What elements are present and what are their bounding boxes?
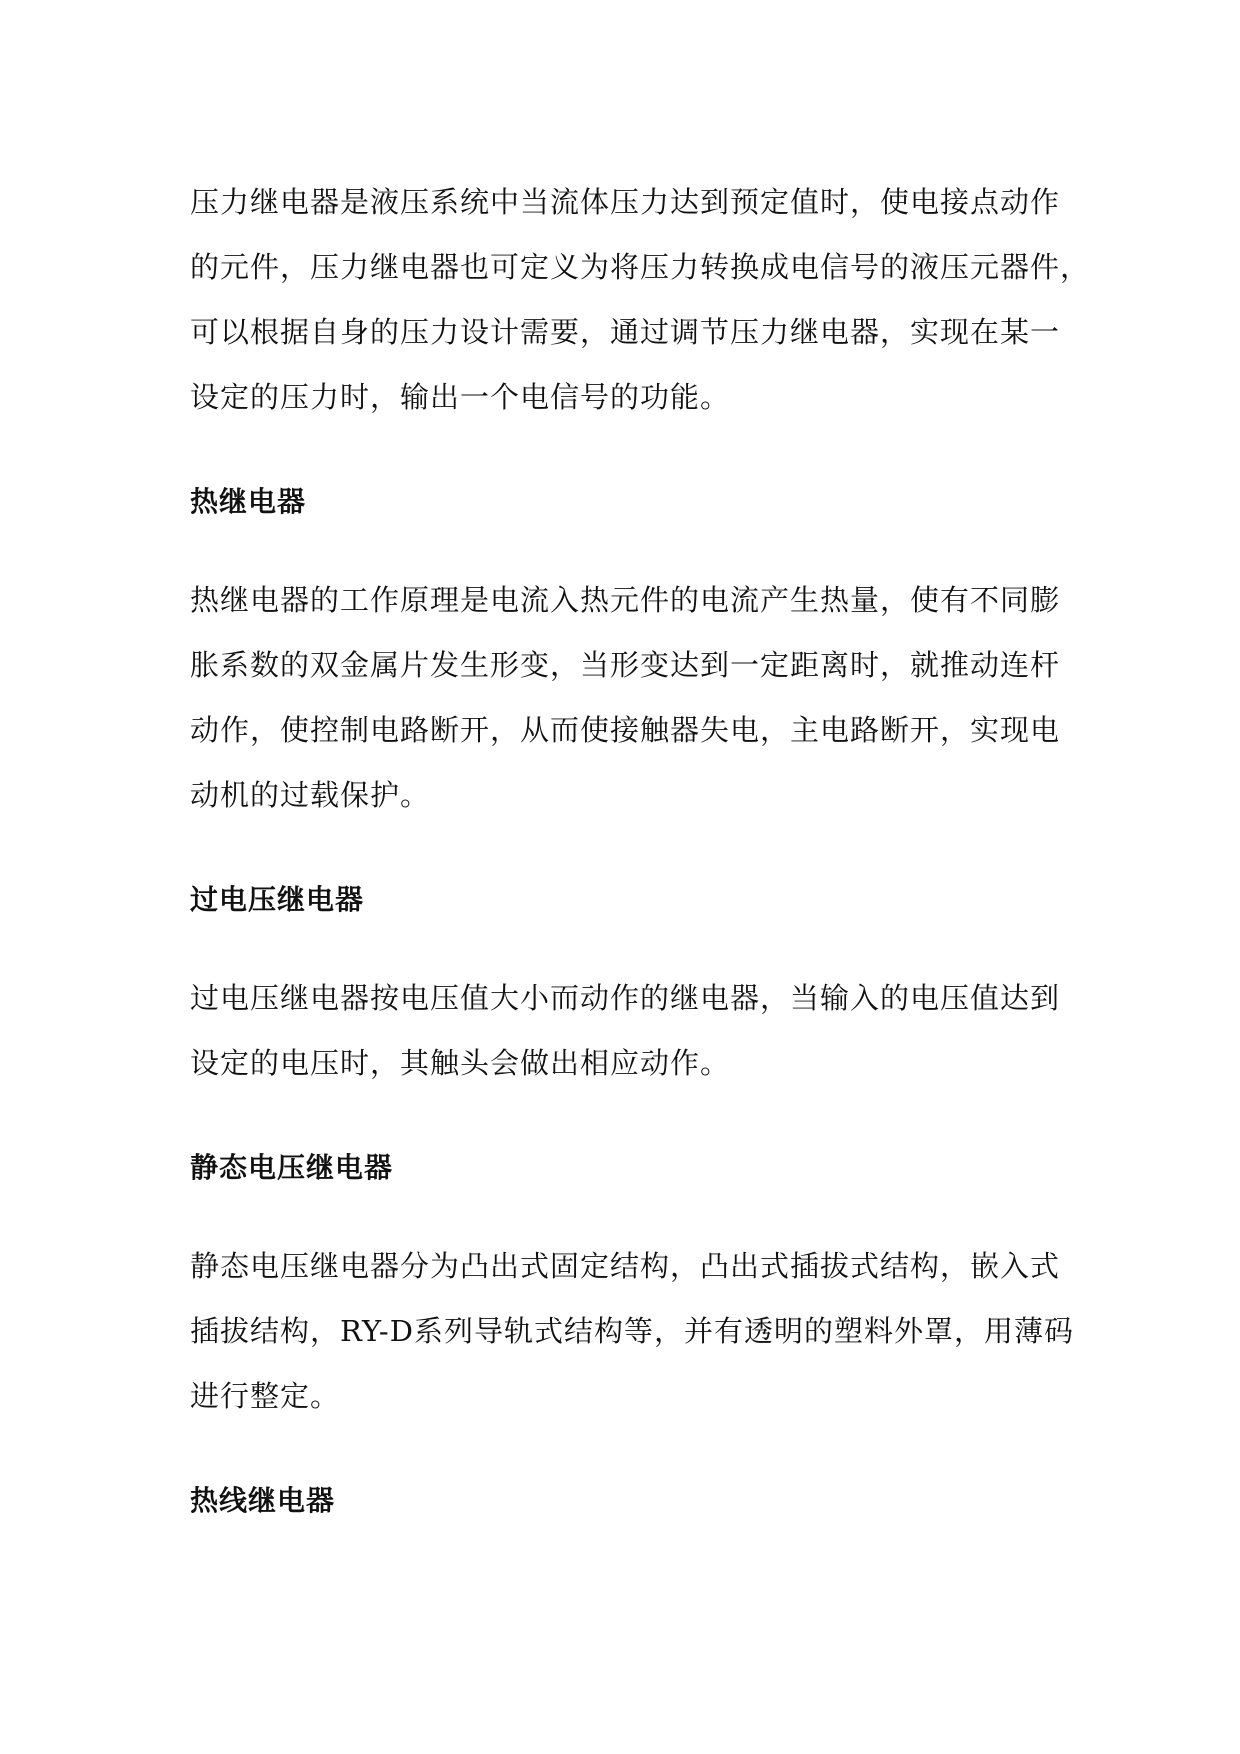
paragraph-line: 可以根据自身的压力设计需要，通过调节压力继电器，实现在某一: [190, 315, 1061, 349]
paragraph-line: 热继电器的工作原理是电流入热元件的电流产生热量，使有不同膨: [190, 583, 1061, 617]
paragraph-line: 设定的压力时，输出一个电信号的功能。: [190, 380, 731, 414]
hot-wire-relay-heading: 热线继电器: [190, 1484, 336, 1517]
overvoltage-relay-heading: 过电压继电器: [190, 883, 365, 916]
document-content: [190, 170, 1091, 1521]
paragraph-line: 插拔结构，RY-D系列导轨式结构等，并有透明的塑料外罩，用薄码: [190, 1314, 1074, 1348]
paragraph-line: 动机的过载保护。: [190, 778, 431, 812]
paragraph-line: 过电压继电器按电压值大小而动作的继电器，当输入的电压值达到: [190, 981, 1061, 1015]
paragraph-line: 静态电压继电器分为凸出式固定结构，凸出式插拔式结构，嵌入式: [190, 1249, 1061, 1283]
thermal-relay-heading: 热继电器: [190, 485, 307, 518]
overvoltage-relay-paragraph: [190, 966, 1070, 1096]
paragraph-line: 的元件，压力继电器也可定义为将压力转换成电信号的液压元器件，: [190, 250, 1091, 284]
pressure-relay-paragraph: [190, 170, 1091, 430]
paragraph-line: 胀系数的双金属片发生形变，当形变达到一定距离时，就推动连杆: [190, 648, 1061, 682]
paragraph-line: 压力继电器是液压系统中当流体压力达到预定值时，使电接点动作: [190, 185, 1061, 219]
thermal-relay-paragraph: [190, 568, 1070, 828]
paragraph-line: 进行整定。: [190, 1379, 341, 1413]
static-voltage-relay-heading: 静态电压继电器: [190, 1151, 394, 1184]
static-voltage-relay-paragraph: [190, 1234, 1074, 1429]
paragraph-line: 动作，使控制电路断开，从而使接触器失电，主电路断开，实现电: [190, 713, 1061, 747]
paragraph-line: 设定的电压时，其触头会做出相应动作。: [190, 1046, 731, 1080]
